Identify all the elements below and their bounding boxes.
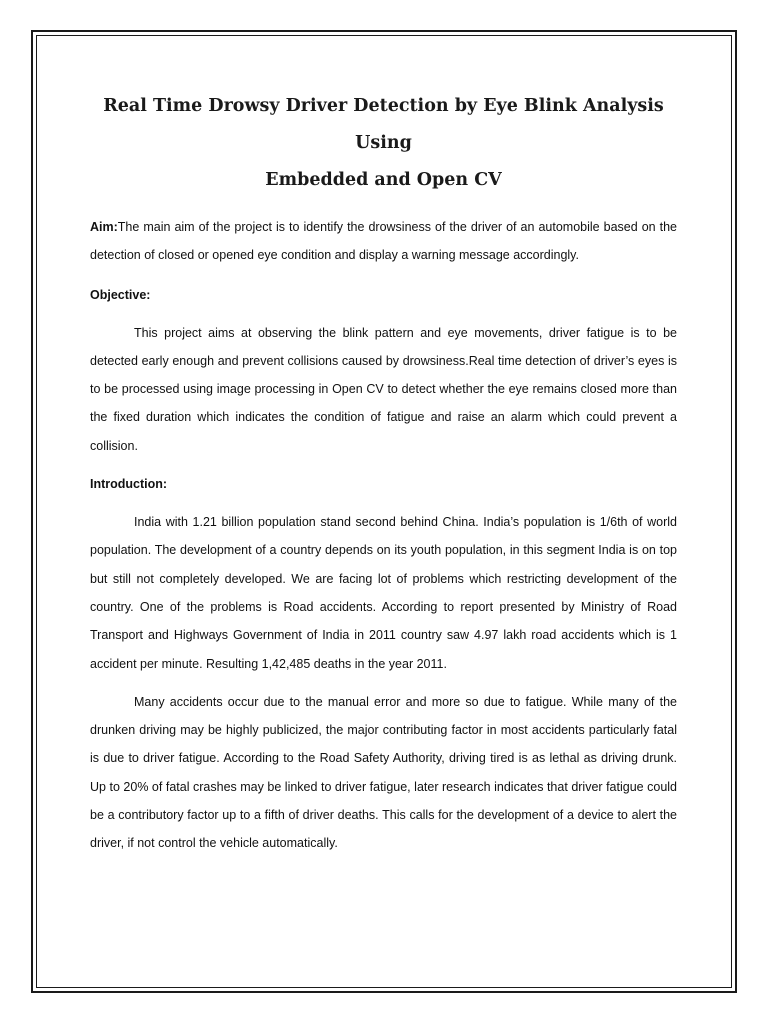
introduction-paragraph-1: India with 1.21 billion population stand second behind China. India’s population is 1/6th of world population. The development of a country depends on its youth population, in this segment India is on top but still not completely developed. We are facing lot of problems which restricting development of the country. One of the problems is Road accidents. According to report presented by Ministry of Road Transport and Highways Government of India in 2011 country saw 4.97 lakh road accidents which is 1 accident per minute. Resulting 1,42,485 deaths in the year 2011.: [90, 515, 677, 671]
objective-paragraph: This project aims at observing the blink pattern and eye movements, driver fatigue is to be detected early enough and prevent collisions caused by drowsiness.Real time detection of driver’s eyes is to be processed using image processing in Open CV to detect whether the eye remains closed more than the fixed duration which indicates the condition of fatigue and raise an alarm which could prevent a collision.: [90, 325, 677, 453]
document-page: [90, 88, 677, 858]
aim-text: The main aim of the project is to identify the drowsiness of the driver of an automobile based on the detection of closed or opened eye condition and display a warning message accordingly.: [90, 220, 677, 263]
introduction-paragraph-2: Many accidents occur due to the manual error and more so due to fatigue. While many of the drunken driving may be highly publicized, the major contributing factor in most accidents particularly fatal is due to driver fatigue. According to the Road Safety Authority, driving tired is as lethal as driving drunk. Up to 20% of fatal crashes may be linked to driver fatigue, later research indicates that driver fatigue could be a contributory factor up to a fifth of driver deaths. This calls for the development of a device to alert the driver, if not control the vehicle automatically.: [90, 694, 677, 851]
aim-label: Aim:: [90, 220, 118, 234]
introduction-heading: Introduction:: [90, 477, 168, 492]
aim-paragraph: [90, 213, 677, 270]
document-title: [90, 88, 677, 199]
title-line-1: Real Time Drowsy Driver Detection by Eye Blink Analysis Using: [103, 96, 664, 153]
title-line-2: Embedded and Open CV: [265, 170, 502, 190]
objective-heading: Objective:: [90, 287, 151, 302]
